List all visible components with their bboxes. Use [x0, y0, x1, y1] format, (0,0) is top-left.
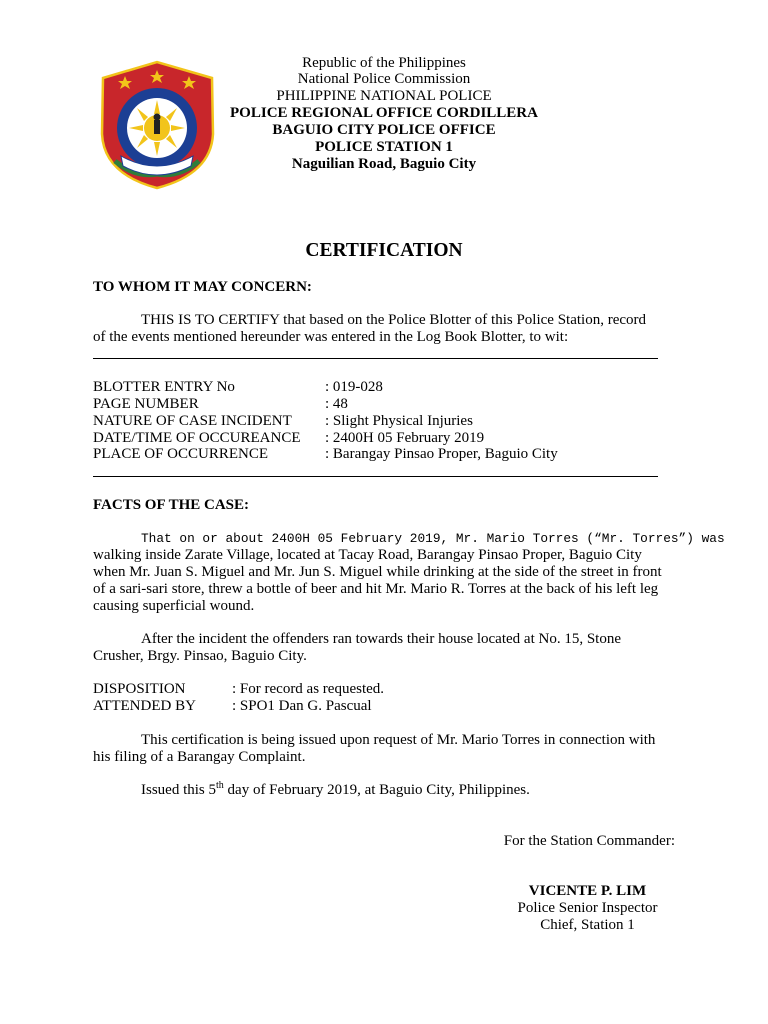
facts-line-3: when Mr. Juan S. Miguel and Mr. Jun S. Miguel while drinking at the side of the street in front — [93, 564, 662, 580]
detail-value-page-number: : 48 — [325, 396, 348, 412]
facts-line-4: of a sari-sari store, threw a bottle of beer and hit Mr. Mario R. Torres at the back of his left leg — [93, 581, 659, 597]
request-line-2: his filing of a Barangay Complaint. — [93, 749, 306, 765]
facts-heading: FACTS OF THE CASE: — [93, 497, 249, 513]
detail-label-page-number: PAGE NUMBER — [93, 396, 199, 412]
signatory-position: Chief, Station 1 — [540, 917, 635, 933]
document-title: CERTIFICATION — [305, 240, 463, 261]
header-republic: Republic of the Philippines — [302, 55, 466, 71]
detail-value-blotter-entry: : 019-028 — [325, 379, 383, 395]
facts-line-5: causing superficial wound. — [93, 598, 255, 614]
header-regional-office: POLICE REGIONAL OFFICE CORDILLERA — [230, 105, 538, 121]
divider-top — [93, 358, 658, 359]
signatory-name: VICENTE P. LIM — [528, 883, 647, 899]
salutation: TO WHOM IT MAY CONCERN: — [93, 279, 312, 295]
issued-line — [141, 782, 530, 799]
detail-label-place: PLACE OF OCCURRENCE — [93, 446, 269, 462]
detail-value-datetime: : 2400H 05 February 2019 — [325, 430, 485, 446]
issued-ordinal-suffix: th — [216, 780, 224, 791]
header-address: Naguilian Road, Baguio City — [291, 156, 477, 172]
aftermath-line-2: Crusher, Brgy. Pinsao, Baguio City. — [93, 648, 307, 664]
detail-label-nature: NATURE OF CASE INCIDENT — [93, 413, 292, 429]
attended-by-label: ATTENDED BY — [93, 698, 196, 714]
facts-line-2: walking inside Zarate Village, located at Tacay Road, Barangay Pinsao Proper, Baguio City — [93, 547, 642, 563]
signatory-rank: Police Senior Inspector — [517, 900, 658, 916]
detail-value-place: : Barangay Pinsao Proper, Baguio City — [325, 446, 558, 462]
issued-pre: Issued this 5 — [141, 782, 216, 798]
facts-line-1: That on or about 2400H 05 February 2019, Mr. Mario Torres (“Mr. Torres”) was — [141, 531, 725, 546]
for-station-commander: For the Station Commander: — [503, 833, 675, 849]
aftermath-line-1: After the incident the offenders ran towards their house located at No. 15, Stone — [141, 631, 621, 647]
request-line-1: This certification is being issued upon request of Mr. Mario Torres in connection with — [141, 732, 656, 748]
divider-bottom — [93, 476, 658, 477]
disposition-value: : For record as requested. — [232, 681, 385, 697]
header-pnp: PHILIPPINE NATIONAL POLICE — [276, 88, 492, 104]
attended-by-value: : SPO1 Dan G. Pascual — [232, 698, 372, 714]
detail-value-nature: : Slight Physical Injuries — [325, 413, 473, 429]
detail-label-datetime: DATE/TIME OF OCCUREANCE — [93, 430, 301, 446]
intro-line-2: of the events mentioned hereunder was entered in the Log Book Blotter, to wit: — [93, 329, 569, 345]
header-city-office: BAGUIO CITY POLICE OFFICE — [272, 122, 496, 138]
issued-post: day of February 2019, at Baguio City, Philippines. — [223, 782, 530, 798]
detail-label-blotter-entry: BLOTTER ENTRY No — [93, 379, 235, 395]
intro-line-1: THIS IS TO CERTIFY that based on the Police Blotter of this Police Station, record — [141, 312, 647, 328]
header-station: POLICE STATION 1 — [315, 139, 453, 155]
header-napolcom: National Police Commission — [297, 71, 471, 87]
disposition-label: DISPOSITION — [93, 681, 186, 697]
